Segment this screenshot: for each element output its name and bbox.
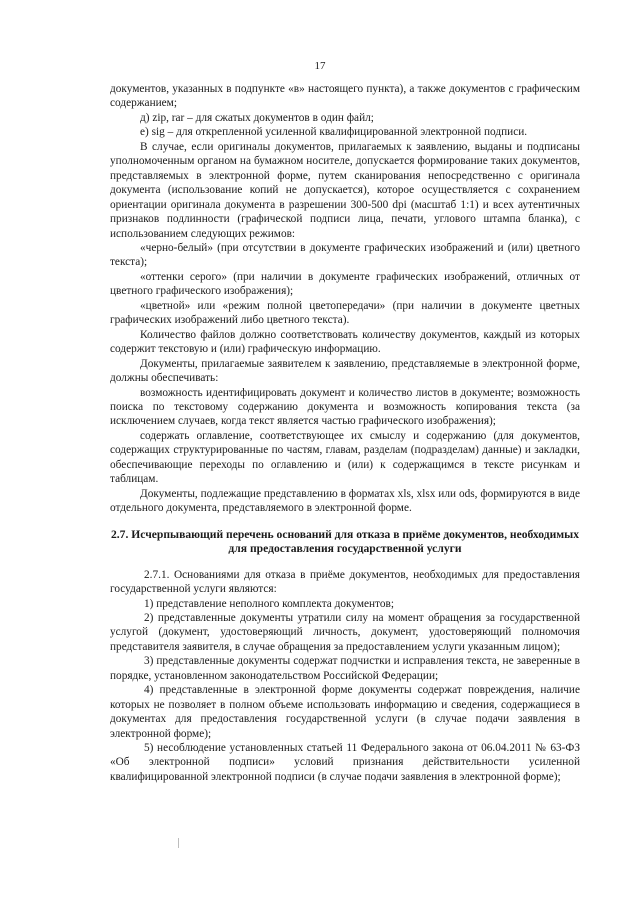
paragraph-spreadsheets: Документы, подлежащие представлению в форматах xls, xlsx или ods, формируются в виде отдельного документа, представляемого в электронной форме. (110, 487, 580, 515)
scan-artifact (178, 838, 179, 848)
paragraph-grounds: 2.7.1. Основаниями для отказа в приёме документов, необходимых для предоставления государственной услуги являются: (110, 568, 580, 596)
paragraph-file-count: Количество файлов должно соответствовать количеству документов, каждый из которых содержит текстовую и (или) графическую информацию. (110, 328, 580, 356)
paragraph-scanning: В случае, если оригиналы документов, прилагаемых к заявлению, выданы и подписаны уполномоченным органом на бумажном носителе, допускается формирование таких документов, представляемых в электронной форме, путем сканирования непосредственно с оригинала документа (использование копий не допускается), которое осуществляется с сохранением ориентации оригинала документа в разрешении 300-500 dpi (масштаб 1:1) и всех аутентичных признаков подлинности (графической подписи лица, печати, углового штампа бланка), с использованием следующих режимов: (110, 140, 580, 240)
list-item-sig: е) sig – для открепленной усиленной квалифицированной электронной подписи. (140, 126, 528, 139)
list-item-color: «цветной» или «режим полной цветопередачи» (при наличии в документе цветных графических изображений либо цветного текста). (110, 299, 580, 327)
page-number: 17 (314, 60, 326, 72)
list-item-contents: содержать оглавление, соответствующее их смыслу и содержанию (для документов, содержащих структурированные по частям, главам, разделам (подразделам) данные) и закладки, обеспечивающие переходы по оглавлению и (или) к содержащимся в тексте рисункам и таблицам. (110, 429, 580, 486)
section-heading: 2.7. Исчерпывающий перечень оснований для отказа в приёме документов, необходимых для предоставления государственной услуги (110, 527, 580, 556)
list-item-zip: д) zip, rar – для сжатых документов в один файл; (140, 111, 374, 124)
list-item-identification: возможность идентифицировать документ и количество листов в документе; возможность поиска по текстовому содержанию документа и возможность копирования текста (за исключением случаев, когда текст является частью графического изображения); (110, 386, 580, 428)
list-item-ground-1: 1) представление неполного комплекта документов; (144, 597, 394, 610)
list-item-black-white: «черно-белый» (при отсутствии в документе графических изображений и (или) цветного текста); (110, 241, 580, 269)
list-item-ground-4: 4) представленные в электронной форме документы содержат повреждения, наличие которых не позволяет в полном объеме использовать информацию и сведения, содержащиеся в документах для предоставления государственной услуги (в случае подачи заявления в электронной форме); (110, 684, 580, 740)
paragraph-continuation: документов, указанных в подпункте «в» настоящего пункта), а также документов с графическим содержанием; (110, 83, 580, 110)
list-item-ground-5: 5) несоблюдение установленных статьей 11 Федерального закона от 06.04.2011 № 63-ФЗ «Об электронной подписи» условий признания действительности усиленной квалифицированной электронной подписи (в случае подачи заявления в электронной форме); (110, 742, 580, 783)
list-item-ground-2: 2) представленные документы утратили силу на момент обращения за государственной услугой (документ, удостоверяющий личность, документ, удостоверяющий полномочия представителя заявителя, в случае обращения за предоставлением услуги указанным лицом); (110, 611, 580, 653)
list-item-ground-3: 3) представленные документы содержат подчистки и исправления текста, не заверенные в порядке, установленном законодательством Российской Федерации; (110, 655, 580, 682)
list-item-grayscale: «оттенки серого» (при наличии в документе графических изображений, отличных от цветного графического изображения); (110, 270, 580, 298)
paragraph-requirements: Документы, прилагаемые заявителем к заявлению, представляемые в электронной форме, должны обеспечивать: (110, 357, 580, 385)
document-body (110, 82, 580, 784)
